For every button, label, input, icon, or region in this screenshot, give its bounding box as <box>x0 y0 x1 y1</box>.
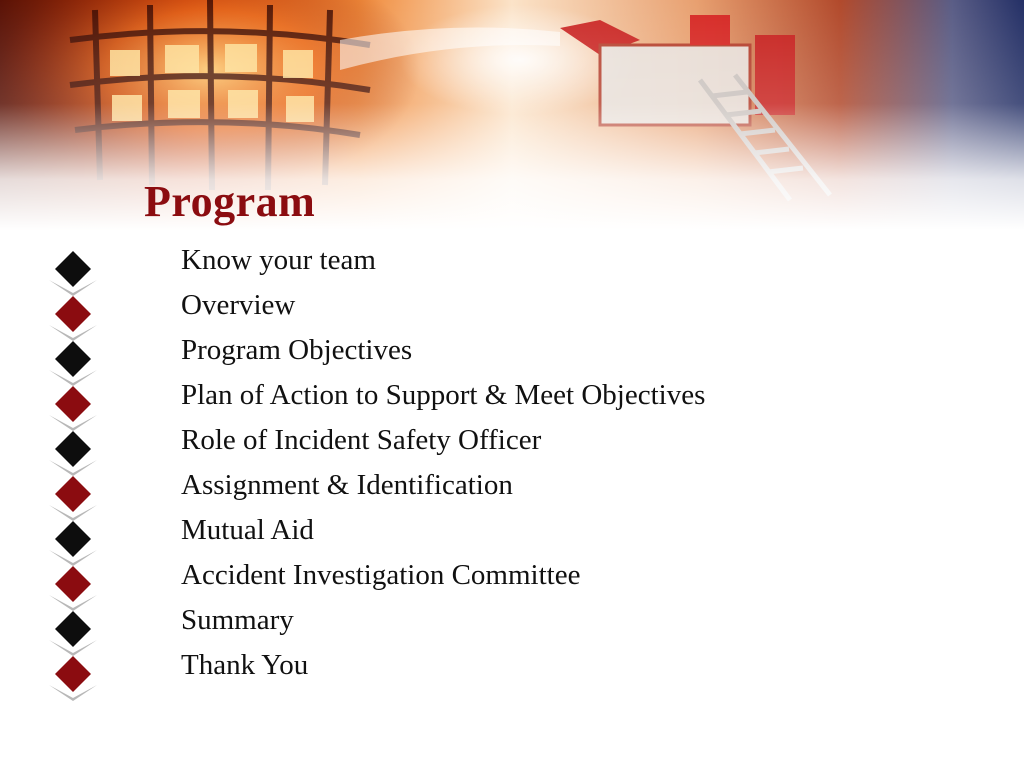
list-item <box>0 645 1024 690</box>
agenda-list <box>0 240 1024 690</box>
list-item <box>0 555 1024 600</box>
list-item-text: Overview <box>181 289 296 321</box>
red-diamond-icon <box>47 654 99 702</box>
slide-title: Program <box>144 177 316 226</box>
list-item <box>0 510 1024 555</box>
list-item-text: Thank You <box>181 649 309 681</box>
list-item <box>0 375 1024 420</box>
list-item <box>0 330 1024 375</box>
list-item-text: Summary <box>181 604 294 636</box>
list-item-text: Assignment & Identification <box>181 469 513 501</box>
list-item-text: Program Objectives <box>181 334 413 366</box>
list-item-text: Role of Incident Safety Officer <box>181 424 542 456</box>
list-item-text: Plan of Action to Support & Meet Objectives <box>181 379 706 411</box>
list-item <box>0 285 1024 330</box>
list-item <box>0 420 1024 465</box>
list-item <box>0 465 1024 510</box>
list-item <box>0 240 1024 285</box>
list-item-text: Accident Investigation Committee <box>181 559 581 591</box>
list-item-text: Know your team <box>181 244 376 276</box>
list-item-text: Mutual Aid <box>181 514 314 546</box>
list-item <box>0 600 1024 645</box>
